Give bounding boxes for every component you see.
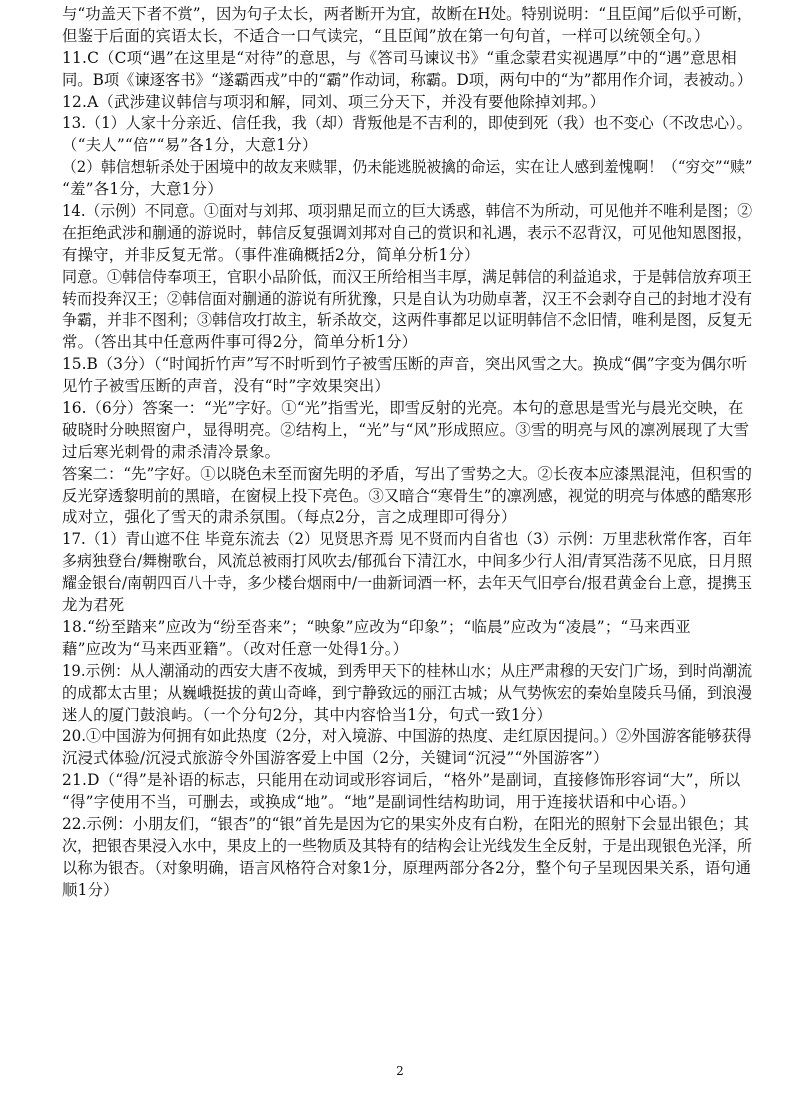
text-line: 的成都太古里；从巍峨挺拔的黄山奇峰，到宁静致远的丽江古城；从气势恢宏的秦始皇陵兵马俑，到浪漫 xyxy=(62,683,752,702)
text-line: 14.（示例）不同意。①面对与刘邦、项羽鼎足而立的巨大诱惑，韩信不为所动，可见他并不唯利是图；② xyxy=(62,202,753,221)
text-line: 争霸，并非不图利；③韩信攻打故主，斩杀故交，这两件事都足以证明韩信不念旧情，唯利是图，反复无 xyxy=(62,311,752,330)
text-line: 17.（1）青山遮不住 毕竟东流去（2）见贤思齐焉 见不贤而内自省也（3）示例：万里悲秋常作客，百年 xyxy=(62,530,753,549)
text-line: 有操守，并非反复无常。（事件准确概括2分，简单分析1分） xyxy=(62,245,480,264)
text-line: 成对立，强化了雪天的肃杀氛围。（每点2分，言之成理即可得分） xyxy=(62,508,517,527)
text-line: 次，把银杏果浸入水中，果皮上的一些物质及其特有的结构会让光线发生全反射，于是出现银色光泽，所 xyxy=(62,836,752,855)
text-line: 18.“纷至踏来”应改为“纷至沓来”；“映象”应改为“印象”；“临晨”应改为“凌晨”；“马来西亚 xyxy=(62,617,691,636)
text-line: 同意。①韩信侍奉项王，官职小品阶低，而汉王所给相当丰厚，满足韩信的利益追求，于是韩信放弃项王 xyxy=(62,267,752,286)
text-line: 22.示例：小朋友们，“银杏”的“银”首先是因为它的果实外皮有白粉，在阳光的照射下会显出银色；其 xyxy=(62,814,749,833)
text-line: 同。B项《谏逐客书》“遂霸西戎”中的“霸”作动词，称霸。D项，两句中的“为”都用作介词，表被动。） xyxy=(62,70,753,89)
text-line: 转而投奔汉王；②韩信面对蒯通的游说有所犹豫，只是自认为功勋卓著，汉王不会剥夺自己的封地才没有 xyxy=(62,289,752,308)
text-line: 多病独登台/舞榭歌台，风流总被雨打风吹去/郁孤台下清江水，中间多少行人泪/青冥浩荡不见底，日月照 xyxy=(62,552,753,571)
text-line: 过后寒光刺骨的肃杀清冷景象。 xyxy=(62,442,281,461)
text-line: 见竹子被雪压断的声音，没有“时”字效果突出） xyxy=(62,377,390,396)
text-line: 常。（答出其中任意两件事可得2分，简单分析1分） xyxy=(62,333,418,352)
text-line: 21.D（“得”是补语的标志，只能用在动词或形容词后，“格外”是副词，直接修饰形容词“大”，所以 xyxy=(62,771,741,790)
text-line: 11.C（C项“遇”在这里是“对待”的意思，与《答司马谏议书》“重念蒙君实视遇厚”中的“遇”意思相 xyxy=(62,48,737,67)
text-line: “羞”各1分，大意1分） xyxy=(62,180,223,199)
text-line: 沉浸式体验/沉浸式旅游令外国游客爱上中国（2分，关键词“沉浸”“外国游客”） xyxy=(62,749,609,768)
text-line: 耀金银台/南朝四百八十寺，多少楼台烟雨中/一曲新词酒一杯，去年天气旧亭台/报君黄金台上意，提携玉 xyxy=(62,574,753,593)
page-number: 2 xyxy=(396,1064,404,1078)
text-line: 反光穿透黎明前的黑暗，在窗棂上投下亮色。③又暗合“寒骨生”的凛冽感，视觉的明亮与体感的酷寒形 xyxy=(62,486,752,505)
answer-text-block xyxy=(62,4,752,902)
text-line: 在拒绝武涉和蒯通的游说时，韩信反复强调刘邦对自己的赏识和礼遇，表示不忍背汉，可见他知恩图报， xyxy=(62,223,752,242)
text-line: 20.①中国游为何拥有如此热度（2分，对入境游、中国游的热度、走红原因提问。）②外国游客能够获得 xyxy=(62,727,752,746)
text-line: 藉”应改为“马来西亚籍”。（改对任意一处得1分。） xyxy=(62,639,409,658)
text-line: 以称为银杏。（对象明确，语言风格符合对象1分，原理两部分各2分，整个句子呈现因果关系，语句通 xyxy=(62,858,752,877)
text-line: 但鉴于后面的宾语太长，不适合一口气读完，“且臣闻”放在第一句句首，一样可以统领全句。） xyxy=(62,26,710,45)
text-line: 顺1分） xyxy=(62,880,119,899)
text-line: （2）韩信想斩杀处于困境中的故友来赎罪，仍未能逃脱被擒的命运，实在让人感到羞愧啊！（“穷交”“赎” xyxy=(62,158,753,177)
text-line: “得”字使用不当，可删去，或换成“地”。“地”是副词性结构助词，用于连接状语和中心语。） xyxy=(62,793,696,812)
text-line: 与“功盖天下者不赏”，因为句子太长，两者断开为宜，故断在H处。特别说明：“且臣闻”后似乎可断， xyxy=(62,5,753,23)
text-line: 12.A（武涉建议韩信与项羽和解，同刘、项三分天下，并没有要他除掉刘邦。） xyxy=(62,92,606,111)
text-line: 19.示例：从人潮涌动的西安大唐不夜城，到秀甲天下的桂林山水；从庄严肃穆的天安门广场，到时尚潮流 xyxy=(62,661,753,680)
text-line: 15.B（3分）（“时闻折竹声”写不时听到竹子被雪压断的声音，突出风雪之大。换成“偶”字变为偶尔听 xyxy=(62,355,747,374)
text-line: 龙为君死 xyxy=(62,596,125,615)
text-line: 16.（6分）答案一：“光”字好。①“光”指雪光，即雪反射的光亮。本句的意思是雪光与晨光交映，在 xyxy=(62,399,744,418)
text-line: 迷人的厦门鼓浪屿。（一个分句2分，其中内容恰当1分，句式一致1分） xyxy=(62,705,552,724)
text-line: 破晓时分映照窗户，显得明亮。②结构上，“光”与“风”形成照应。③雪的明亮与风的凛冽展现了大雪 xyxy=(62,420,750,439)
text-line: 13.（1）人家十分亲近、信任我，我（却）背叛他是不吉利的，即使到死（我）也不变心（不改忠心）。 xyxy=(62,114,752,133)
text-line: （“夫人”“倍”“易”各1分，大意1分） xyxy=(62,136,318,155)
text-line: 答案二：“先”字好。①以晓色未至而窗先明的矛盾，写出了雪势之大。②长夜本应漆黑混沌，但积雪的 xyxy=(62,464,752,483)
